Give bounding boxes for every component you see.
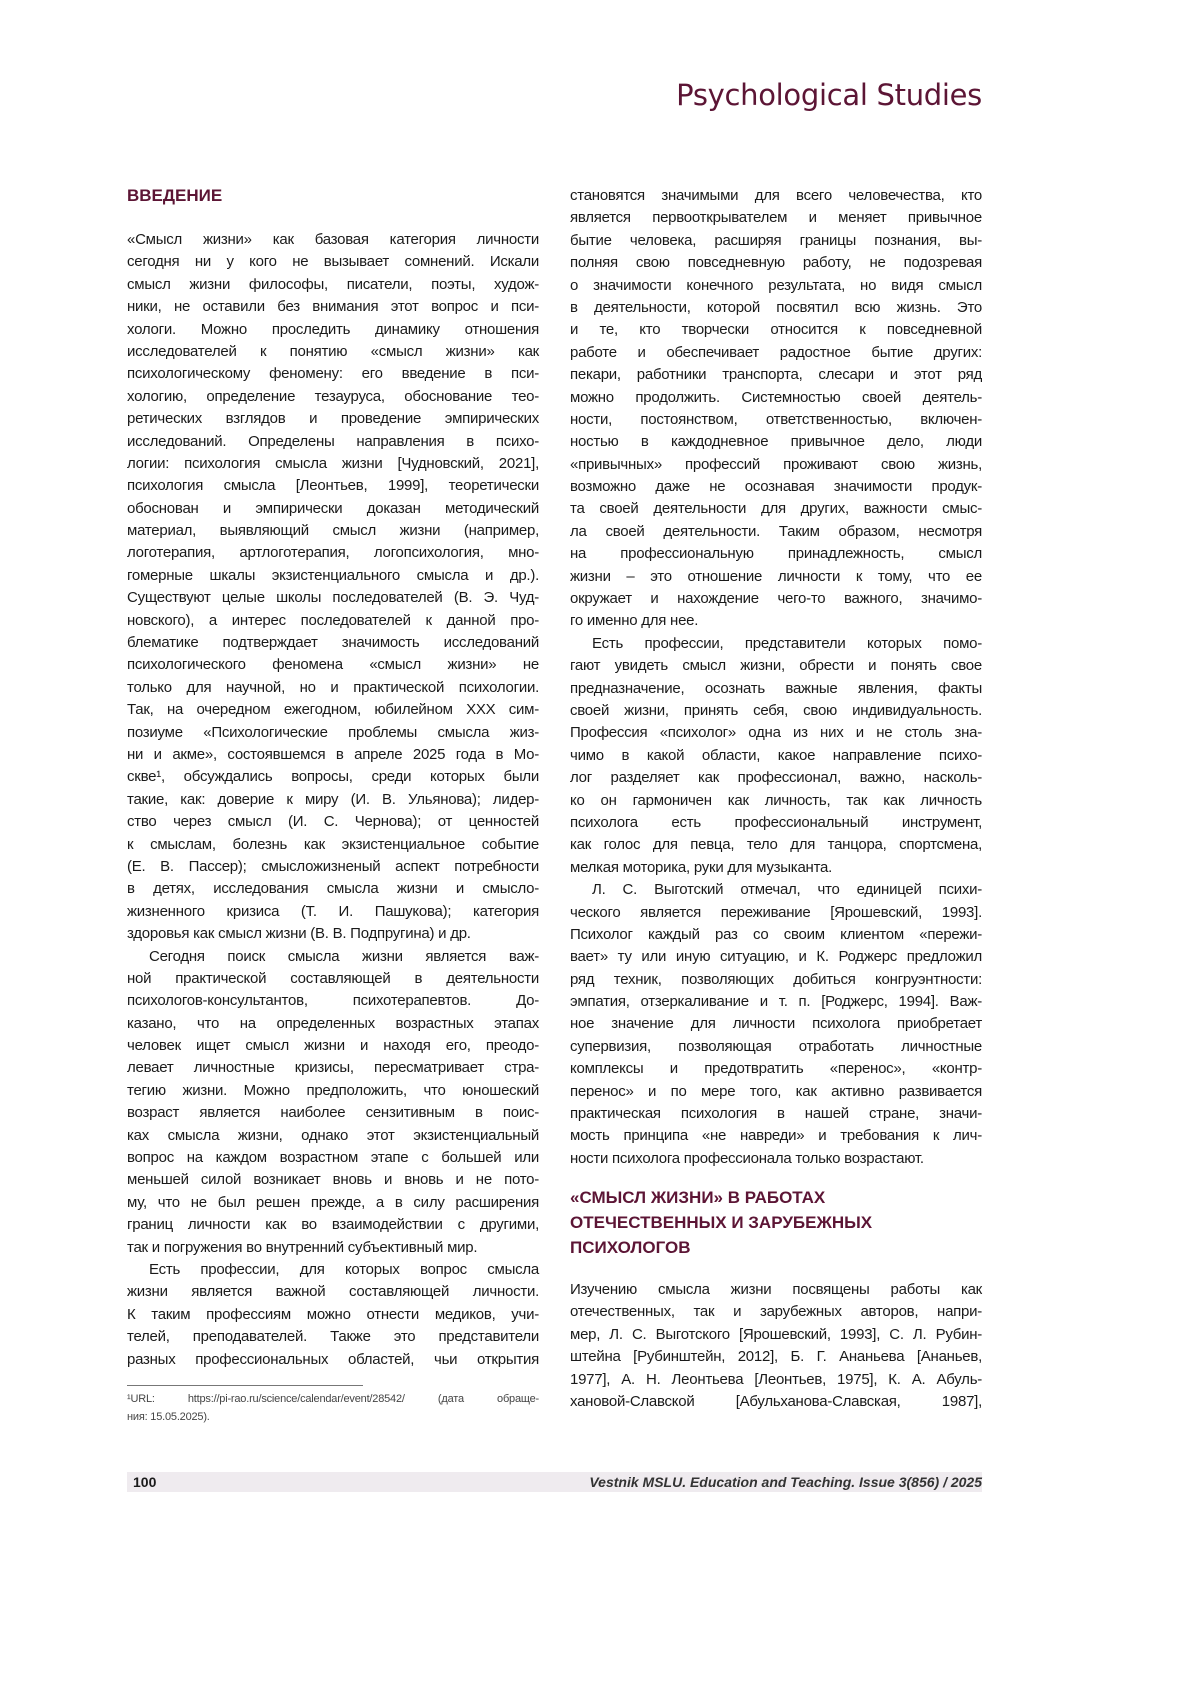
text-line: жизни – это отношение личности к тому, что ее <box>570 566 982 588</box>
text-line: психологов-консультантов, психотерапевтов. До- <box>127 990 539 1012</box>
page-number: 100 <box>127 1474 156 1490</box>
footnote <box>127 1390 539 1426</box>
text-line: К таким профессиям можно отнести медиков, учи- <box>127 1304 539 1326</box>
text-line: штейна [Рубинштейн, 2012], Б. Г. Ананьева [Ананьев, <box>570 1346 982 1368</box>
text-line: возраст является наиболее сензитивным в поис- <box>127 1102 539 1124</box>
text-line: Изучению смысла жизни посвящены работы как <box>570 1279 982 1301</box>
text-line: мер, Л. С. Выготского [Ярошевский, 1993], С. Л. Рубин- <box>570 1324 982 1346</box>
text-line: такие, как: доверие к миру (И. В. Ульянова); лидер- <box>127 789 539 811</box>
text-line: ство через смысл (И. С. Чернова); от ценностей <box>127 811 539 833</box>
text-line: ретических взглядов и проведение эмпирических <box>127 408 539 430</box>
text-line: эмпатия, отзеркаливание и т. п. [Роджерс, 1994]. Важ- <box>570 991 982 1013</box>
text-line: мость принципа «не навреди» и требования к лич- <box>570 1125 982 1147</box>
section-heading-meaning-of-life <box>570 1185 872 1260</box>
footnote-line: ния: 15.05.2025). <box>127 1408 539 1426</box>
text-line: пекари, работники транспорта, слесари и этот ряд <box>570 364 982 386</box>
text-line: к смыслам, болезнь как экзистенциальное событие <box>127 834 539 856</box>
text-line: психология смысла [Леонтьев, 1999], теоретически <box>127 475 539 497</box>
text-line: своей жизни, принять себя, свою индивидуальность. <box>570 700 982 722</box>
text-line: окружает и нахождение чего-то важного, значимо- <box>570 588 982 610</box>
text-line: казано, что на определенных возрастных этапах <box>127 1013 539 1035</box>
text-line: «привычных» профессий проживают свою жизнь, <box>570 454 982 476</box>
text-line: телей, преподавателей. Также это представители <box>127 1326 539 1348</box>
text-line: является первооткрывателем и меняет привычное <box>570 207 982 229</box>
paragraph <box>570 185 982 633</box>
text-line: логии: психология смысла жизни [Чудновский, 2021], <box>127 453 539 475</box>
text-line: го именно для нее. <box>570 610 982 632</box>
text-line: Л. С. Выготский отмечал, что единицей психи- <box>570 879 982 901</box>
journal-title: Psychological Studies <box>676 78 982 112</box>
text-line: жизненного кризиса (Т. И. Пашукова); категория <box>127 901 539 923</box>
text-line: здоровья как смысл жизни (В. В. Подпругина) и др. <box>127 923 539 945</box>
text-line: вопрос на каждом возрастном этапе с большей или <box>127 1147 539 1169</box>
right-column-section2 <box>570 1279 982 1413</box>
text-line: Психолог каждый раз со своим клиентом «пережи- <box>570 924 982 946</box>
text-line: ное значение для личности психолога приобретает <box>570 1013 982 1035</box>
paragraph <box>570 879 982 1170</box>
text-line: только для научной, но и практической психологии. <box>127 677 539 699</box>
text-line: жизни является важной составляющей личности. <box>127 1281 539 1303</box>
right-column <box>570 185 982 1170</box>
text-line: перенос» и по мере того, как активно развивается <box>570 1081 982 1103</box>
heading-line: ОТЕЧЕСТВЕННЫХ И ЗАРУБЕЖНЫХ <box>570 1210 872 1235</box>
text-line: вает» ту или иную ситуацию, и К. Роджерс предложил <box>570 946 982 968</box>
text-line: скве¹, обсуждались вопросы, среди которых были <box>127 766 539 788</box>
text-line: хологию, определение тезауруса, обоснование тео- <box>127 386 539 408</box>
text-line: новского), а интерес последователей к данной про- <box>127 610 539 632</box>
text-line: хановой-Славской [Абульханова-Славская, 1987], <box>570 1391 982 1413</box>
text-line: Есть профессии, представители которых помо- <box>570 633 982 655</box>
text-line: разных профессиональных областей, чьи открытия <box>127 1349 539 1371</box>
text-line: тегию жизни. Можно предположить, что юношеский <box>127 1080 539 1102</box>
text-line: так и погружения во внутренний субъективный мир. <box>127 1237 539 1259</box>
text-line: становятся значимыми для всего человечества, кто <box>570 185 982 207</box>
text-line: 1977], А. Н. Леонтьева [Леонтьев, 1975], К. А. Абуль- <box>570 1369 982 1391</box>
journal-issue: Vestnik MSLU. Education and Teaching. Issue 3(856) / 2025 <box>589 1474 982 1490</box>
text-line: ной практической составляющей в деятельности <box>127 968 539 990</box>
text-line: Существуют целые школы последователей (В. Э. Чуд- <box>127 587 539 609</box>
text-line: «Смысл жизни» как базовая категория личности <box>127 229 539 251</box>
text-line: психологического феномена «смысл жизни» не <box>127 654 539 676</box>
text-line: как голос для певца, тело для танцора, спортсмена, <box>570 834 982 856</box>
text-line: практическая психология в нашей стране, значи- <box>570 1103 982 1125</box>
page-footer <box>127 1472 982 1492</box>
text-line: возможно даже не осознавая значимости продук- <box>570 476 982 498</box>
left-column <box>127 229 539 1371</box>
text-line: ряд техник, позволяющих добиться конгруэнтности: <box>570 969 982 991</box>
text-line: работе и обеспечивает радостное бытие других: <box>570 342 982 364</box>
text-line: и те, кто творчески относится к повседневной <box>570 319 982 341</box>
text-line: психолога есть профессиональный инструмент, <box>570 812 982 834</box>
text-line: му, что не был решен прежде, а в силу расширения <box>127 1192 539 1214</box>
text-line: ники, не оставили без внимания этот вопрос и пси- <box>127 296 539 318</box>
text-line: Профессия «психолог» одна из них и не столь зна- <box>570 722 982 744</box>
text-line: исследований. Определены направления в психо- <box>127 431 539 453</box>
text-line: в деятельности, которой посвятил всю жизнь. Это <box>570 297 982 319</box>
text-line: гомерные шкалы экзистенциального смысла и др.). <box>127 565 539 587</box>
text-line: Сегодня поиск смысла жизни является важ- <box>127 946 539 968</box>
paragraph <box>127 229 539 946</box>
text-line: комплексы и предотвратить «перенос», «контр- <box>570 1058 982 1080</box>
text-line: супервизия, позволяющая отработать личностные <box>570 1036 982 1058</box>
text-line: смысл жизни философы, писатели, поэты, худож- <box>127 274 539 296</box>
text-line: позиуме «Психологические проблемы смысла жиз- <box>127 722 539 744</box>
text-line: сегодня ни у кого не вызывает сомнений. Искали <box>127 251 539 273</box>
text-line: бытие человека, расширяя границы познания, вы- <box>570 230 982 252</box>
text-line: меньшей силой возникает вновь и вновь и не пото- <box>127 1169 539 1191</box>
text-line: человек ищет смысл жизни и находя его, преодо- <box>127 1035 539 1057</box>
text-line: полняя свою повседневную работу, не подозревая <box>570 252 982 274</box>
text-line: предназначение, осознать важные явления, факты <box>570 678 982 700</box>
text-line: ности, постоянством, ответственностью, включен- <box>570 409 982 431</box>
heading-line: ПСИХОЛОГОВ <box>570 1235 872 1260</box>
text-line: ла своей деятельности. Таким образом, несмотря <box>570 521 982 543</box>
text-line: (Е. В. Пассер); смысложизненый аспект потребности <box>127 856 539 878</box>
text-line: лог разделяет как профессионал, важно, насколь- <box>570 767 982 789</box>
text-line: ни и акме», состоявшемся в апреле 2025 года в Мо- <box>127 744 539 766</box>
text-line: можно продолжить. Системностью своей деятель- <box>570 387 982 409</box>
paragraph <box>127 946 539 1259</box>
text-line: ках смысла жизни, однако этот экзистенциальный <box>127 1125 539 1147</box>
text-line: исследователей к понятию «смысл жизни» как <box>127 341 539 363</box>
footnote-divider <box>127 1385 363 1386</box>
paragraph <box>570 1279 982 1413</box>
text-line: ностью в каждодневное привычное дело, люди <box>570 431 982 453</box>
text-line: та своей деятельности для других, важности смыс- <box>570 498 982 520</box>
text-line: материал, выявляющий смысл жизни (например, <box>127 520 539 542</box>
text-line: обоснован и эмпирически доказан методический <box>127 498 539 520</box>
text-line: блематике подтверждает значимость исследований <box>127 632 539 654</box>
paragraph <box>127 1259 539 1371</box>
paragraph <box>570 633 982 879</box>
text-line: Есть профессии, для которых вопрос смысла <box>127 1259 539 1281</box>
text-line: в детях, исследования смысла жизни и смысло- <box>127 878 539 900</box>
text-line: о значимости конечного результата, но видя смысл <box>570 275 982 297</box>
text-line: психологическому феномену: его введение в пси- <box>127 363 539 385</box>
heading-line: «СМЫСЛ ЖИЗНИ» В РАБОТАХ <box>570 1185 872 1210</box>
text-line: на профессиональную принадлежность, смысл <box>570 543 982 565</box>
text-line: ности психолога профессионала только возрастают. <box>570 1148 982 1170</box>
text-line: ко он гармоничен как личность, так как личность <box>570 790 982 812</box>
text-line: границ личности как во взаимодействии с другими, <box>127 1214 539 1236</box>
text-line: левает личностные кризисы, пересматривает стра- <box>127 1057 539 1079</box>
text-line: хологи. Можно проследить динамику отношения <box>127 319 539 341</box>
section-heading-introduction: ВВЕДЕНИЕ <box>127 183 222 208</box>
text-line: ческого является переживание [Ярошевский, 1993]. <box>570 902 982 924</box>
text-line: мелкая моторика, руки для музыканта. <box>570 857 982 879</box>
footnote-line: ¹URL: https://pi-rao.ru/science/calendar/event/28542/ (дата обраще- <box>127 1390 539 1408</box>
text-line: логотерапия, артлоготерапия, логопсихология, мно- <box>127 542 539 564</box>
text-line: Так, на очередном ежегодном, юбилейном XXX сим- <box>127 699 539 721</box>
text-line: гают увидеть смысл жизни, обрести и понять свое <box>570 655 982 677</box>
text-line: отечественных, так и зарубежных авторов, напри- <box>570 1301 982 1323</box>
text-line: чимо в какой области, какое направление психо- <box>570 745 982 767</box>
